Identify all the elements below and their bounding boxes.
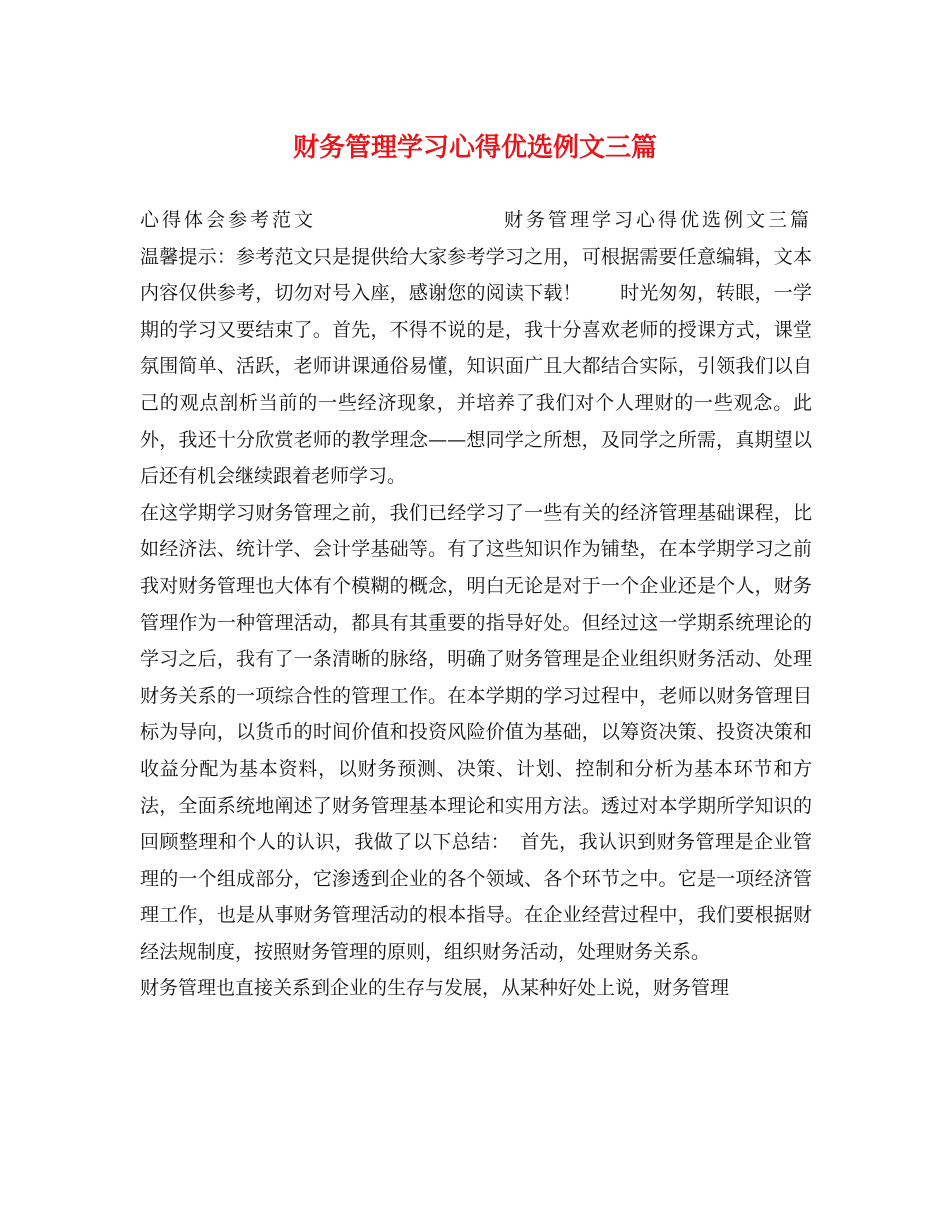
paragraph-2: 在这学期学习财务管理之前，我们已经学习了一些有关的经济管理基础课程，比如经济法、统计学、会计学基础等。有了这些知识作为铺垫，在本学期学习之前我对财务管理也大体有个模糊的概念，明白无论是对于一个企业还是个人，财务管理作为一种管理活动，都具有其重要的指导好处。但经过这一学期系统理论的学习之后，我有了一条清晰的脉络，明确了财务管理是企业组织财务活动、处理财务关系的一项综合性的管理工作。在本学期的学习过程中，老师以财务管理目标为导向，以货币的时间价值和投资风险价值为基础，以筹资决策、投资决策和收益分配为基本资料，以财务预测、决策、计划、控制和分析为基本环节和方法，全面系统地阐述了财务管理基本理论和实用方法。透过对本学期所学知识的回顾整理和个人的认识，我做了以下总结： 首先，我认识到财务管理是企业管理的一个组成部分，它渗透到企业的各个领域、各个环节之中。它是一项经济管理工作，也是从事财务管理活动的根本指导。在企业经营过程中，我们要根据财经法规制度，按照财务管理的原则，组织财务活动，处理财务关系。	[140, 501, 812, 963]
document-body	[140, 202, 812, 1007]
header-line	[140, 202, 812, 239]
header-left-text: 心得体会参考范文	[140, 209, 317, 231]
paragraph-1: 温馨提示：参考范文只是提供给大家参考学习之用，可根据需要任意编辑，文本内容仅供参考，切勿对号入座，感谢您的阅读下载！ 时光匆匆，转眼，一学期的学习又要结束了。首先，不得不说的是，我十分喜欢老师的授课方式，课堂氛围简单、活跃，老师讲课通俗易懂，知识面广且大都结合实际，引领我们以自己的观点剖析当前的一些经济现象，并培养了我们对个人理财的一些观念。此外，我还十分欣赏老师的教学理念——想同学之所想，及同学之所需，真期望以后还有机会继续跟着老师学习。	[140, 245, 812, 488]
header-right-text: 财务管理学习心得优选例文三篇	[503, 209, 812, 231]
paragraph-3: 财务管理也直接关系到企业的生存与发展，从某种好处上说，财务管理	[140, 977, 730, 1000]
document-title: 财务管理学习心得优选例文三篇	[292, 133, 657, 163]
